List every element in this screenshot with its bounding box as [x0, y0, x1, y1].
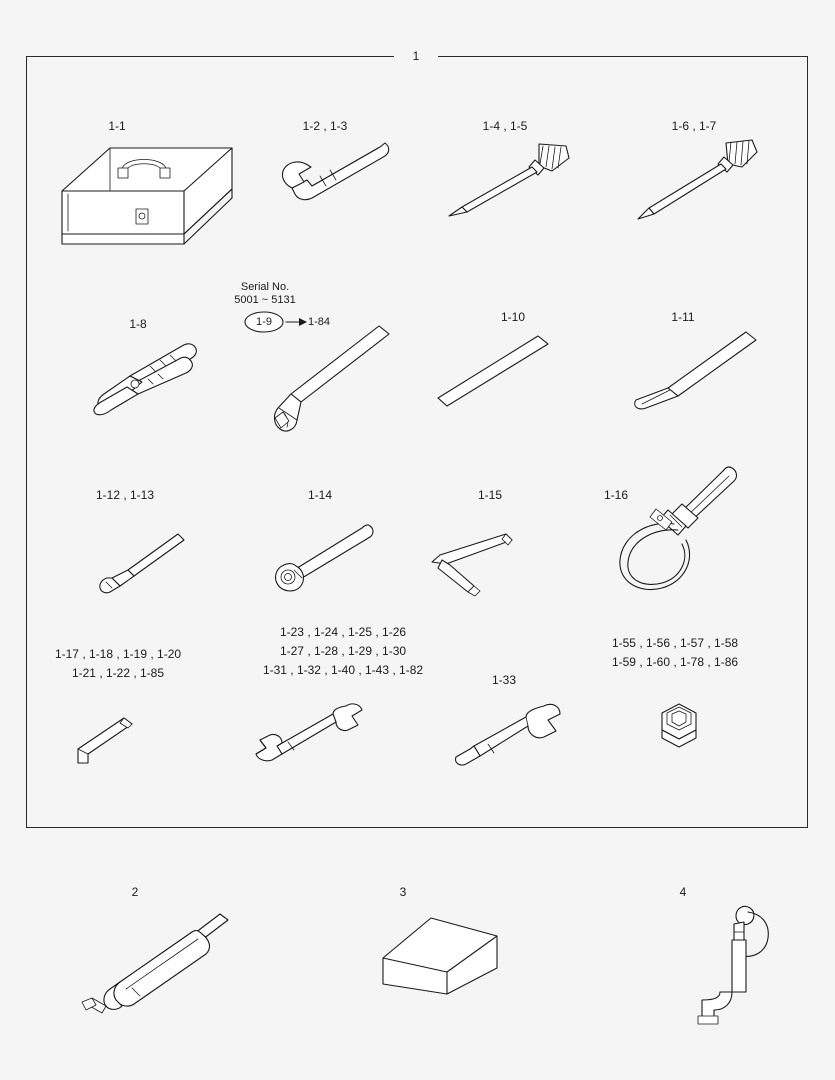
label-item-1-16: 1-16 [603, 488, 629, 502]
adjustable-wrench-icon [268, 136, 398, 206]
parts-box-icon [375, 906, 505, 1001]
pliers-icon [82, 336, 202, 416]
serial-note-line1: Serial No. [240, 281, 290, 293]
label-item-1-17 [55, 645, 181, 683]
serial-note [234, 281, 295, 307]
label-line: 1-21 , 1-22 , 1-85 [71, 666, 165, 680]
label-item-1-8: 1-8 [129, 317, 147, 331]
label-item-1-55 [612, 634, 738, 672]
oil-filter-strap-wrench-icon [590, 460, 750, 595]
label-line: 1-33 [491, 673, 517, 687]
flat-screwdriver-icon [440, 136, 575, 226]
label-item-1-33 [492, 671, 516, 690]
socket-extension-icon [92, 528, 192, 598]
ratchet-handle-icon [250, 520, 380, 598]
label-line: 1-27 , 1-28 , 1-29 , 1-30 [279, 644, 407, 658]
group-1-label: 1 [394, 49, 438, 63]
label-item-3: 3 [399, 885, 407, 899]
label-item-1-15: 1-15 [477, 488, 503, 502]
hex-key-icon [62, 710, 142, 770]
callout-target-label: 1-84 [308, 316, 331, 328]
t-handle-wrench-icon [420, 524, 520, 596]
open-end-wrench-icon [238, 696, 368, 768]
drift-punch-icon [422, 330, 552, 415]
label-item-1-12: 1-12 , 1-13 [95, 488, 155, 502]
label-line: 1-59 , 1-60 , 1-78 , 1-86 [611, 655, 739, 669]
tool-box-icon [48, 134, 248, 259]
label-item-1-4: 1-4 , 1-5 [482, 119, 528, 133]
label-item-2: 2 [131, 885, 139, 899]
single-open-wrench-icon [444, 700, 564, 772]
label-line: 1-55 , 1-56 , 1-57 , 1-58 [611, 636, 739, 650]
label-item-1-1: 1-1 [108, 119, 126, 133]
label-item-1-23 [263, 623, 423, 680]
label-item-1-6: 1-6 , 1-7 [671, 119, 717, 133]
label-item-1-11: 1-11 [671, 310, 695, 324]
label-item-1-2: 1-2 , 1-3 [302, 119, 348, 133]
hammer-icon [253, 316, 393, 441]
serial-note-line2: 5001 ~ 5131 [234, 294, 296, 306]
label-item-1-14: 1-14 [307, 488, 333, 502]
socket-icon [654, 700, 704, 752]
callout-bubble-label: 1-9 [256, 316, 272, 328]
label-item-4: 4 [679, 885, 687, 899]
label-line: 1-23 , 1-24 , 1-25 , 1-26 [279, 625, 407, 639]
label-line: 1-17 , 1-18 , 1-19 , 1-20 [54, 647, 182, 661]
chisel-icon [620, 326, 760, 416]
label-item-1-10: 1-10 [500, 310, 526, 324]
grease-gun-icon [62, 906, 232, 1018]
phillips-screwdriver-icon [630, 134, 760, 226]
oil-filler-pipe-icon [690, 900, 790, 1025]
label-line: 1-31 , 1-32 , 1-40 , 1-43 , 1-82 [262, 663, 424, 677]
